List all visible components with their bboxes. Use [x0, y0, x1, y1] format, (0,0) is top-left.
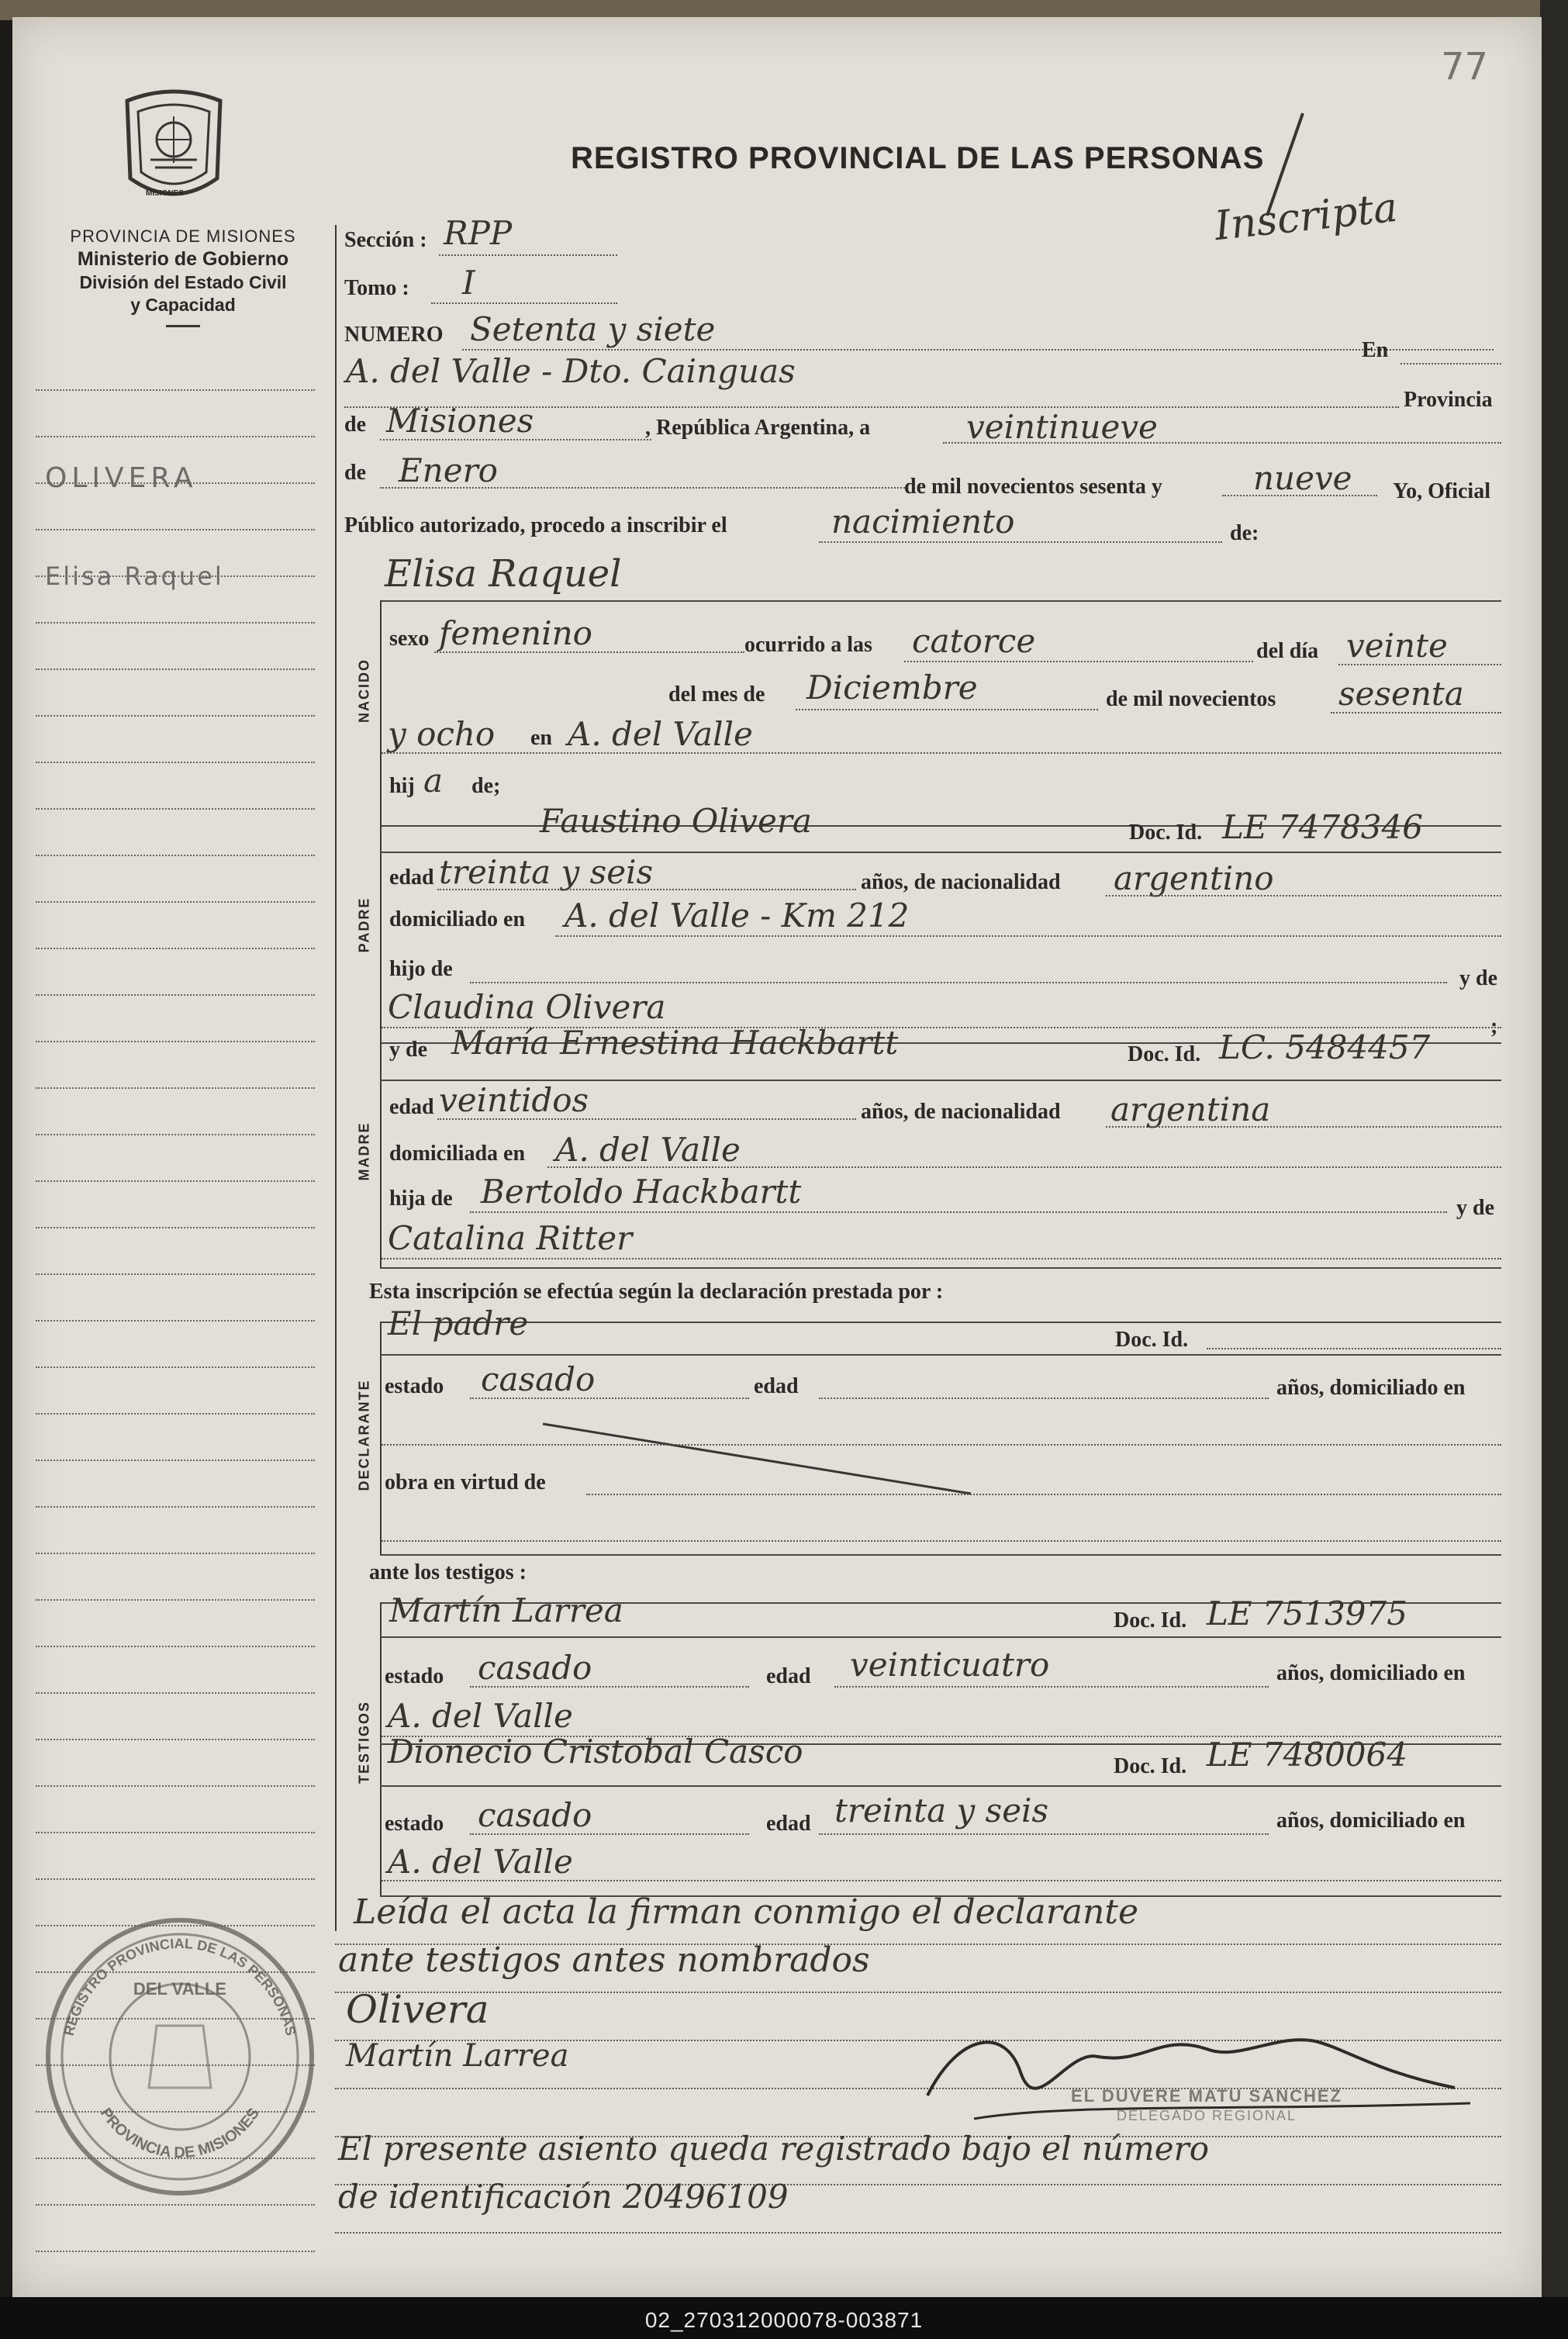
- testigo1-edad-value: veinticuatro: [850, 1646, 1050, 1684]
- hij-value: a: [423, 762, 444, 800]
- annotation-slash-icon: [1261, 110, 1307, 219]
- inscripta-annotation: Inscripta: [1212, 184, 1400, 250]
- margin-given-names: Elisa Raquel: [45, 561, 224, 591]
- testigo1-estado-value: casado: [478, 1649, 592, 1687]
- padre-dom-label: domiciliado en: [389, 907, 526, 931]
- registrant-name: Elisa Raquel: [385, 552, 622, 596]
- de-semicolon-label: de;: [471, 774, 501, 798]
- issuer-ministry: Ministerio de Gobierno: [77, 248, 289, 270]
- issuer-block: [20, 226, 346, 327]
- padre-dom-value: A. del Valle - Km 212: [565, 897, 910, 935]
- madre-yde2-label: y de: [1456, 1196, 1494, 1220]
- seccion-label: Sección :: [344, 228, 427, 252]
- closing-line-2: ante testigos antes nombrados: [338, 1940, 870, 1980]
- declarante-doc-label: Doc. Id.: [1115, 1328, 1189, 1352]
- testigo2-estado-label: estado: [385, 1812, 444, 1836]
- madre-section-label: MADRE: [356, 1121, 372, 1181]
- testigo1-dom-value: A. del Valle: [388, 1697, 573, 1735]
- padre-hijo-label: hijo de: [389, 957, 453, 981]
- numero-value: Setenta y siete: [470, 310, 716, 348]
- dia-value: veinte: [1346, 627, 1448, 665]
- padre-edad-label: edad: [389, 865, 434, 890]
- del-dia-label: del día: [1256, 639, 1319, 663]
- day-value: veintinueve: [966, 408, 1158, 446]
- issuer-rule: [166, 325, 200, 327]
- madre-doc-label: Doc. Id.: [1128, 1042, 1201, 1066]
- de-label: de: [344, 413, 366, 437]
- mes-label: del mes de: [668, 682, 765, 707]
- province-value: Misiones: [386, 402, 534, 440]
- testigo1-doc-label: Doc. Id.: [1114, 1608, 1187, 1632]
- cancel-stroke-icon: [540, 1413, 974, 1498]
- act-value: nacimiento: [831, 503, 1015, 541]
- declarante-edad-label: edad: [754, 1374, 799, 1398]
- padre-nac-label: años, de nacionalidad: [861, 870, 1061, 894]
- republica-label: , República Argentina, a: [645, 416, 871, 440]
- closing-note-1: El presente asiento queda registrado bajo el número: [338, 2130, 1210, 2168]
- year-value: nueve: [1253, 459, 1352, 497]
- testigo2-edad-value: treinta y seis: [834, 1791, 1049, 1829]
- declarante-estado-value: casado: [481, 1360, 596, 1398]
- testigo2-anos-label: años, domiciliado en: [1276, 1809, 1466, 1833]
- sexo-label: sexo: [389, 627, 430, 651]
- registry-page: [12, 17, 1542, 2297]
- anio-value-a: sesenta: [1338, 675, 1464, 713]
- declarante-anos-label: años, domiciliado en: [1276, 1376, 1466, 1400]
- testigo2-edad-label: edad: [766, 1812, 811, 1836]
- testigo2-dom-value: A. del Valle: [388, 1843, 573, 1881]
- testigo2-name: Dionecio Cristobal Casco: [388, 1733, 803, 1771]
- closing-note-2: de identificación 20496109: [338, 2178, 789, 2216]
- madre-parent2: Catalina Ritter: [388, 1219, 633, 1257]
- padre-doc-value: LE 7478346: [1222, 808, 1423, 846]
- testigo1-edad-label: edad: [766, 1664, 811, 1688]
- testigos-label: ante los testigos :: [369, 1560, 527, 1584]
- mil-nacido-label: de mil novecientos: [1106, 687, 1276, 711]
- emblem-text: MISIONES: [146, 189, 184, 198]
- signature-declarante: Olivera: [346, 1987, 489, 2032]
- madre-hija-label: hija de: [389, 1187, 453, 1211]
- issuer-division: División del Estado Civil: [79, 272, 287, 292]
- seal-text-top: REGISTRO PROVINCIAL DE LAS PERSONAS: [60, 1935, 299, 2037]
- anio-value-b: y ocho: [388, 715, 496, 753]
- place-value: A. del Valle - Dto. Cainguas: [346, 352, 796, 390]
- numero-label: NUMERO: [344, 323, 444, 347]
- declarante-obra-label: obra en virtud de: [385, 1470, 546, 1494]
- ocurrido-label: ocurrido a las: [744, 633, 872, 657]
- official-stamp-title: DELEGADO REGIONAL: [1116, 2108, 1297, 2123]
- madre-nac-label: años, de nacionalidad: [861, 1100, 1061, 1124]
- signature-testigo: Martín Larrea: [346, 2038, 569, 2074]
- en-label: En: [1362, 338, 1389, 362]
- padre-edad-value: treinta y seis: [439, 853, 654, 891]
- mes-value: Diciembre: [806, 669, 978, 707]
- seal-text-bottom: PROVINCIA DE MISIONES: [96, 2105, 264, 2162]
- padre-section-label: PADRE: [356, 897, 372, 953]
- madre-yde-label: y de: [389, 1038, 427, 1062]
- issuer-province: PROVINCIA DE MISIONES: [70, 226, 296, 246]
- lugar-value: A. del Valle: [568, 715, 753, 753]
- hora-value: catorce: [912, 622, 1036, 660]
- madre-dom-label: domiciliada en: [389, 1142, 526, 1166]
- official-stamp-name: EL DUVERE MATU SANCHEZ: [1071, 2086, 1342, 2106]
- testigo1-doc-value: LE 7513975: [1207, 1594, 1407, 1632]
- madre-dom-value: A. del Valle: [555, 1131, 741, 1169]
- declarante-name: El padre: [388, 1304, 529, 1342]
- page-number: 77: [1441, 45, 1489, 88]
- month-value: Enero: [399, 451, 498, 489]
- seal-text-center: DEL VALLE: [133, 1979, 227, 1999]
- declarante-estado-label: estado: [385, 1374, 444, 1398]
- sexo-value: femenino: [439, 614, 592, 652]
- en-nacido-label: en: [530, 726, 552, 750]
- de-colon-label: de:: [1230, 521, 1259, 545]
- hij-label: hij: [389, 774, 415, 798]
- seccion-value: RPP: [444, 214, 513, 252]
- tomo-label: Tomo :: [344, 276, 409, 300]
- issuer-capacity: y Capacidad: [130, 295, 236, 315]
- padre-nac-value: argentino: [1114, 859, 1274, 897]
- testigo1-name: Martín Larrea: [389, 1591, 623, 1629]
- testigo1-anos-label: años, domiciliado en: [1276, 1661, 1466, 1685]
- margin-surname: OLIVERA: [45, 462, 198, 494]
- testigo2-doc-value: LE 7480064: [1207, 1736, 1407, 1774]
- madre-doc-value: LC. 5484457: [1219, 1028, 1431, 1066]
- registry-seal-icon: [40, 1909, 319, 2196]
- padre-name: Faustino Olivera: [540, 802, 812, 840]
- provincia-label: Provincia: [1404, 388, 1493, 412]
- madre-parent1: Bertoldo Hackbartt: [481, 1173, 802, 1211]
- testigo1-estado-label: estado: [385, 1664, 444, 1688]
- declaracion-label: Esta inscripción se efectúa según la declaración prestada por :: [369, 1280, 944, 1304]
- oficial-label: Yo, Oficial: [1393, 479, 1490, 503]
- madre-name: María Ernestina Hackbartt: [451, 1024, 899, 1062]
- declarante-section-label: DECLARANTE: [356, 1379, 372, 1491]
- mil-label: de mil novecientos sesenta y: [904, 475, 1162, 499]
- padre-doc-label: Doc. Id.: [1129, 821, 1203, 845]
- tomo-value: I: [462, 264, 475, 302]
- padre-semicolon: ;: [1490, 1014, 1498, 1038]
- madre-edad-value: veintidos: [439, 1081, 589, 1119]
- testigos-section-label: TESTIGOS: [356, 1701, 372, 1784]
- closing-line-1: Leída el acta la firman conmigo el declarante: [354, 1892, 1139, 1932]
- book-spine-edge: [1540, 0, 1568, 2339]
- svg-text:PROVINCIA DE MISIONES: [97, 2105, 263, 2161]
- madre-nac-value: argentina: [1110, 1090, 1271, 1128]
- nacido-section-label: NACIDO: [356, 658, 372, 723]
- madre-edad-label: edad: [389, 1095, 434, 1119]
- padre-parent2: Claudina Olivera: [388, 988, 666, 1026]
- publico-label: Público autorizado, procedo a inscribir el: [344, 513, 727, 537]
- padre-yde-label: y de: [1459, 966, 1497, 990]
- scan-filename: 02_270312000078-003871: [644, 2308, 924, 2332]
- testigo2-doc-label: Doc. Id.: [1114, 1754, 1187, 1778]
- testigo2-estado-value: casado: [478, 1796, 592, 1834]
- de-label-2: de: [344, 461, 366, 485]
- registry-title: REGISTRO PROVINCIAL DE LAS PERSONAS: [571, 141, 1265, 175]
